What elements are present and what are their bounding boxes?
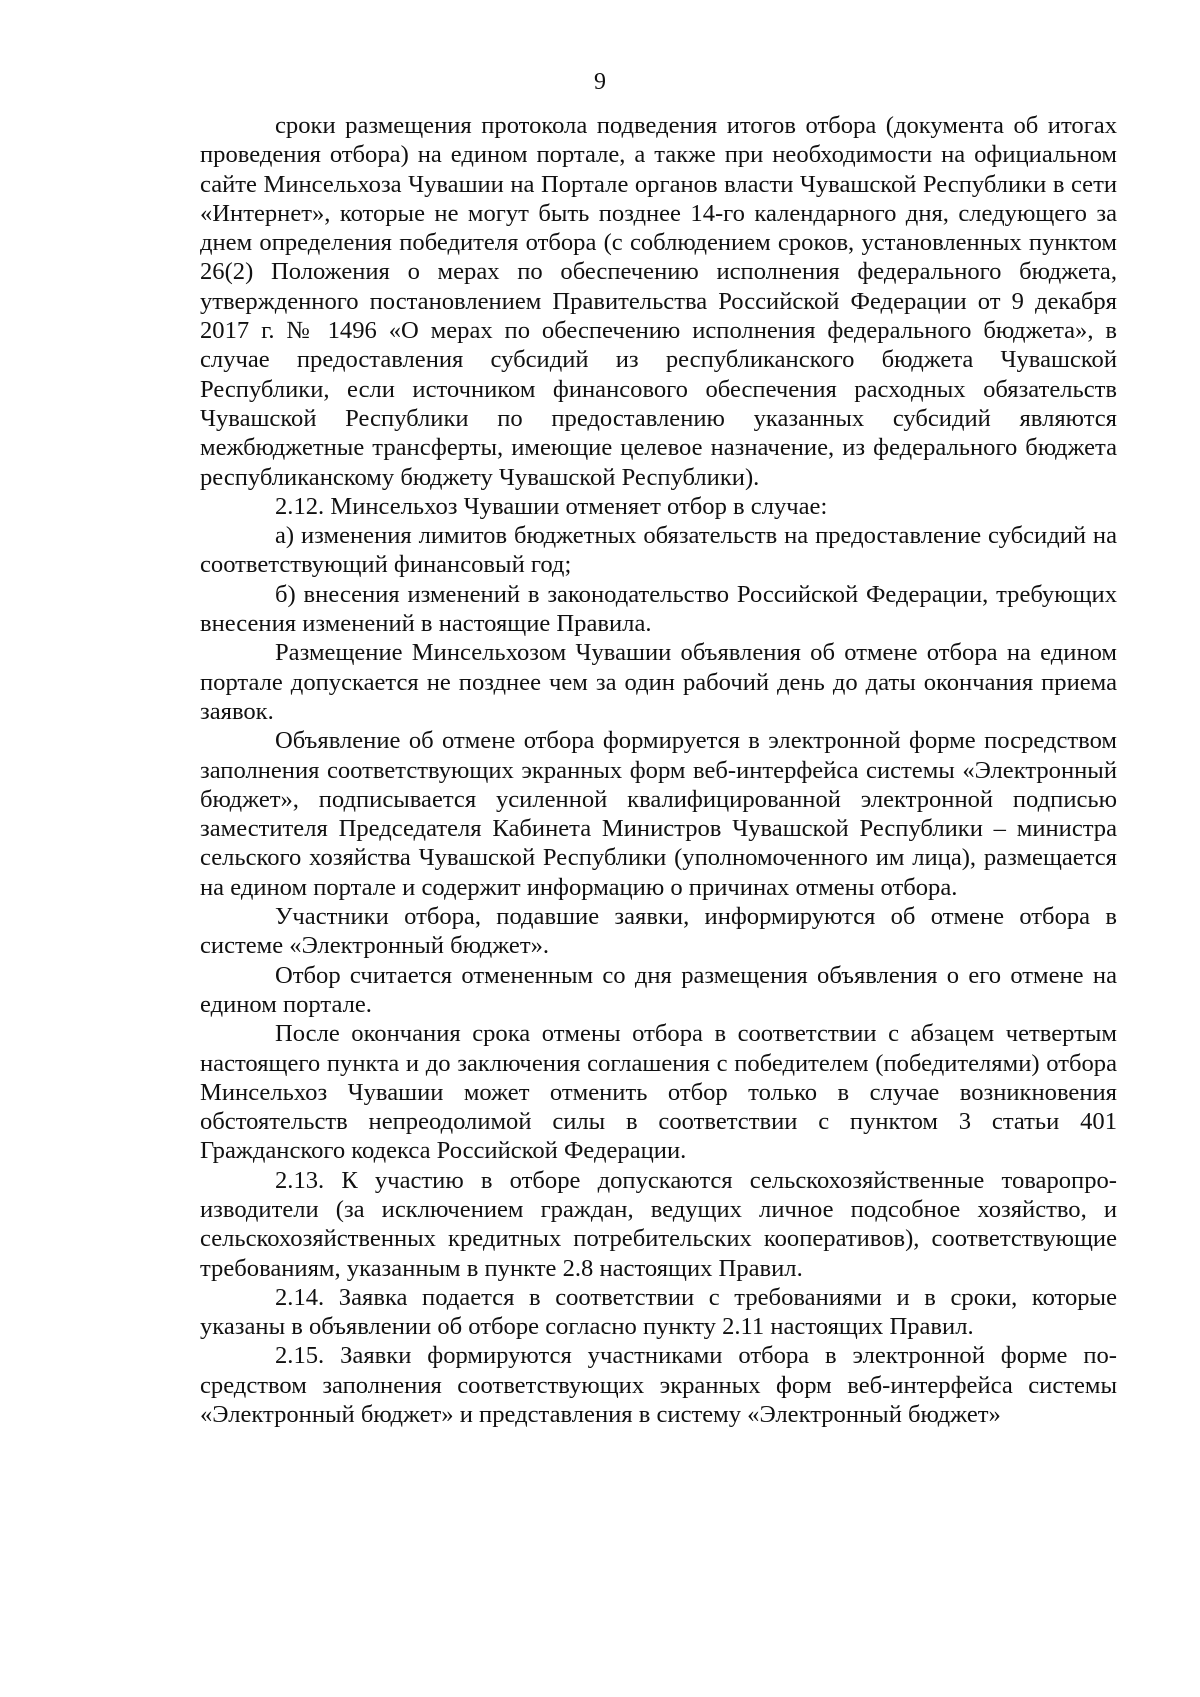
paragraph-publication-deadline: сроки размещения протокола подведения итогов отбора (документа об итогах проведения отбора) на едином портале, а также при необходимости на официальном сайте Минсельхоза Чувашии на Портале органов власти Чувашской Республики в сети «Интернет», которые не могут быть позднее 14-го календарного дня, следующего за днем определения победителя отбора (с соблюдением сроков, установленных пунктом 26(2) Положения о мерах по обеспечению исполнения федерального бюджета, утвержденного постановлением Правительства Российской Федерации от 9 декабря 2017 г. № 1496 «О мерах по обеспечению исполнения федерального бюджета», в случае предоставления субсидий из республиканского бюджета Чувашской Республики, если источником финансового обеспечения расходных обязательств Чувашской Республики по предоставлению указанных субсидий являются межбюджетные трансферты, имеющие целевое назначение, из федерального бюджета республиканскому бюджету Чувашской Республики). (200, 112, 1117, 491)
paragraph-2-14-application: 2.14. Заявка подается в соответствии с требованиями и в сроки, которые указаны в объявлении об отборе согласно пункту 2.11 настоящих Правил. (200, 1283, 1117, 1341)
page-number: 9 (594, 69, 606, 95)
paragraph-participants-informed: Участники отбора, подавшие заявки, информируются об отмене отбора в системе «Электронный бюджет». (200, 903, 1117, 960)
paragraph-2-15-forms: 2.15. Заявки формируются участниками отбора в электронной форме посредством заполнения соответствующих экранных форм веб-интерфейса системы «Электронный бюджет» и представления в систему «Электронный бюджет» (200, 1342, 1117, 1429)
paragraph-force-majeure: После окончания срока отмены отбора в соответствии с абзацем четвертым настоящего пункта и до заключения соглашения с победителем (победителями) отбора Минсельхоз Чувашии может отменить отбор только в случае возникновения обстоятельств непреодолимой силы в соответствии с пунктом 3 статьи 401 Гражданского кодекса Российской Федерации. (200, 1020, 1117, 1165)
paragraph-2-13-admission: 2.13. К участию в отборе допускаются сельскохозяйственные товаропроизводители (за исключением граждан, ведущих личное подсобное хозяйство, и сельскохозяйственных кредитных потребительских кооперативов), соответствующие требованиям, указанным в пункте 2.8 настоящих Правил. (200, 1166, 1117, 1282)
document-body (200, 111, 1117, 1429)
paragraph-2-12-cancellation: 2.12. Минсельхоз Чувашии отменяет отбор в случае: (275, 492, 828, 520)
paragraph-cancellation-notice: Объявление об отмене отбора формируется в электронной форме посредством заполнения соответствующих экранных форм веб-интерфейса системы «Электронный бюджет», подписывается усиленной квалифицированной электронной подписью заместителя Председателя Кабинета Министров Чувашской Республики – министра сельского хозяйства Чувашской Республики (уполномоченного им лица), размещается на едином портале и содержит информацию о причинах отмены отбора. (200, 727, 1117, 901)
paragraph-cancellation-effective: Отбор считается отмененным со дня размещения объявления о его отмене на едином портале. (200, 961, 1117, 1018)
paragraph-cancellation-posting: Размещение Минсельхозом Чувашии объявления об отмене отбора на едином портале допускается не позднее чем за один рабочий день до даты окончания приема заявок. (200, 639, 1117, 725)
paragraph-2-12-item-b: б) внесения изменений в законодательство Российской Федерации, требующих внесения изменений в настоящие Правила. (200, 580, 1117, 638)
paragraph-2-12-item-a: а) изменения лимитов бюджетных обязательств на предоставление субсидий на соответствующий финансовый год; (200, 522, 1117, 579)
